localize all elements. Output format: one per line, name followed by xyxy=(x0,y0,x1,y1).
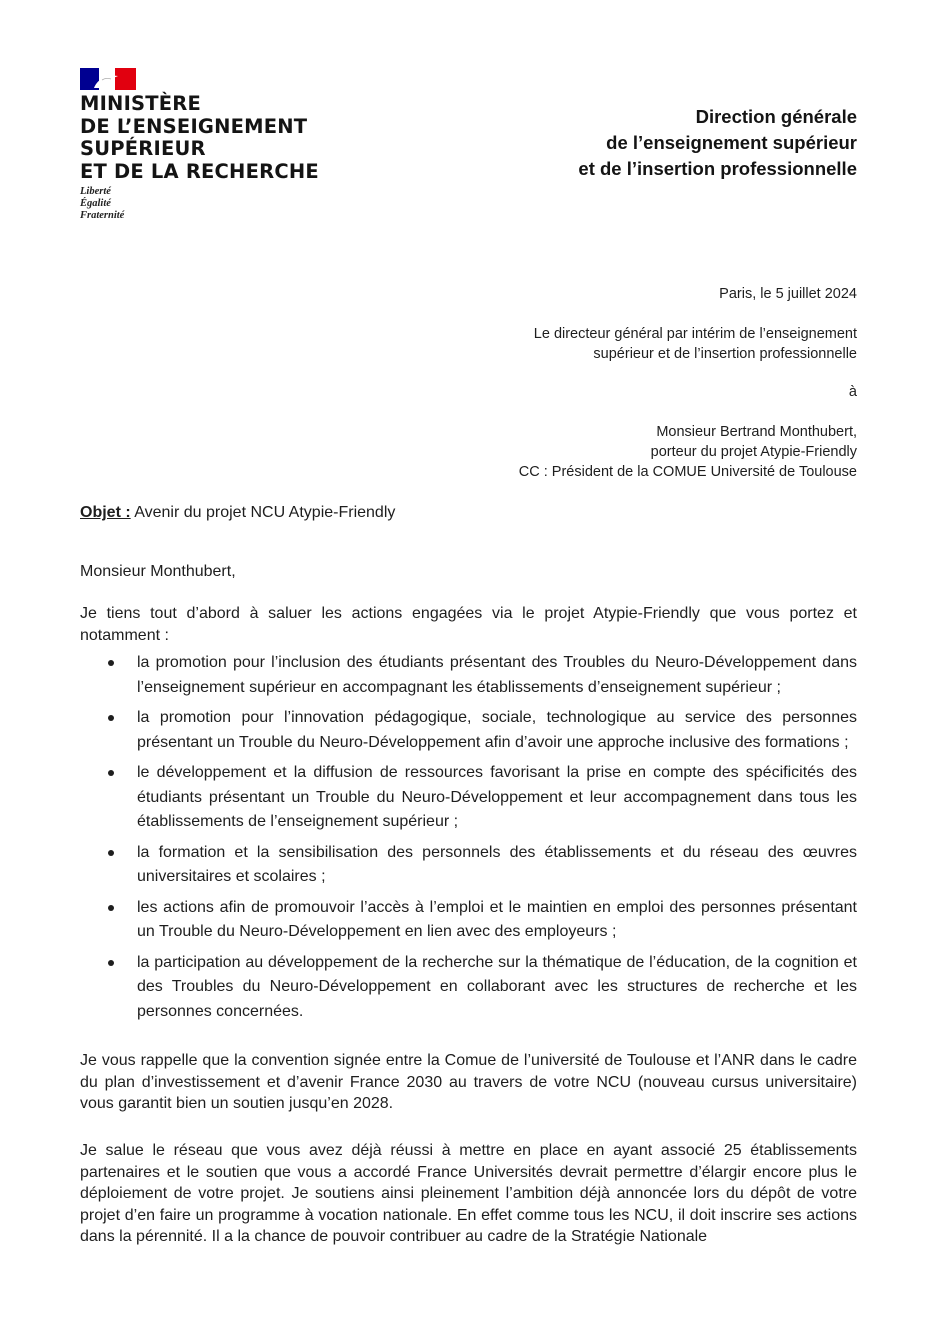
to-marker xyxy=(849,382,857,402)
bullet-icon xyxy=(108,850,114,856)
motto-line: Liberté xyxy=(80,186,111,197)
list-item-text: la promotion pour l’innovation pédagogique, sociale, technologique au service des personnes présentant un Trouble du Neuro-Développement afin d’avoir une approche inclusive des formations ; xyxy=(137,709,857,751)
direction-line: de l’enseignement supérieur xyxy=(606,132,857,153)
action-list xyxy=(80,651,857,1030)
bullet-icon xyxy=(108,960,114,966)
recipient-line: Monsieur Bertrand Monthubert, xyxy=(656,424,857,440)
sender-block xyxy=(534,324,857,364)
list-item-text: la participation au développement de la recherche sur la thématique de l’éducation, de la cognition et des Troubles du Neuro-Développement en collaborant avec les structures de recherche et les personnes concernées. xyxy=(137,953,857,1020)
recipient-block xyxy=(519,422,857,482)
republic-motto xyxy=(80,186,124,222)
ministry-name xyxy=(80,93,319,183)
object-text: Avenir du projet NCU Atypie-Friendly xyxy=(130,504,396,521)
bullet-icon xyxy=(108,660,114,666)
flag-red-band xyxy=(115,68,136,90)
list-item xyxy=(80,651,857,700)
list-item-text: les actions afin de promouvoir l’accès à l’emploi et le maintien en emploi des personnes présentant un Trouble du Neuro-Développement en lien avec des employeurs ; xyxy=(137,898,857,940)
motto-line: Fraternité xyxy=(80,210,125,221)
place-date xyxy=(719,284,857,304)
greeting: Monsieur Monthubert, xyxy=(80,563,236,580)
list-item xyxy=(80,951,857,1025)
list-item-text: la promotion pour l’inclusion des étudiants présentant des Troubles du Neuro-Développement dans l’enseignement supérieur en accompagnant les établissements d’enseignement supérieur ; xyxy=(137,654,857,696)
ministry-line: MINISTÈRE xyxy=(80,92,202,115)
intro-paragraph: Je tiens tout d’abord à saluer les actions engagées via le projet Atypie-Friendly que vous portez et notamment : xyxy=(80,605,857,644)
object-label: Objet : xyxy=(80,504,131,521)
bullet-icon xyxy=(108,770,114,776)
place-date-text: Paris, le 5 juillet 2024 xyxy=(719,286,857,302)
list-item xyxy=(80,706,857,755)
list-item xyxy=(80,896,857,945)
sender-line: Le directeur général par intérim de l’enseignement xyxy=(533,326,857,342)
paragraph-convention: Je vous rappelle que la convention signée entre la Comue de l’université de Toulouse et l’ANR dans le cadre du plan d’investissement et d’avenir France 2030 au travers de votre NCU (nouveau cursus universitaire) vous garantit bien un soutien jusqu’en 2028. xyxy=(80,1052,857,1112)
recipient-line: CC : Président de la COMUE Université de Toulouse xyxy=(518,464,857,480)
marianne-flag-logo xyxy=(80,68,136,90)
paragraph-network: Je salue le réseau que vous avez déjà réussi à mettre en place en ayant associé 25 établissements partenaires et le soutien que vous a accordé France Universités devrait permettre d’élargir encore plus le déploiement de votre projet. Je soutiens ainsi pleinement l’ambition déjà annoncée lors du dépôt de votre projet d’en faire un programme à vocation nationale. En effet comme tous les NCU, il doit inscrire ses actions dans la pérennité. Il a la chance de pouvoir contribuer au cadre de la Stratégie Nationale xyxy=(80,1142,857,1245)
list-item xyxy=(80,761,857,835)
list-item-text: la formation et la sensibilisation des personnels des établissements et du réseau des œuvres universitaires et scolaires ; xyxy=(137,843,857,885)
to-text: à xyxy=(848,384,857,400)
list-item-text: le développement et la diffusion de ressources favorisant la prise en compte des spécificités des étudiants présentant un Trouble du Neuro-Développement et leur accompagnement dans tous les établissements de l’enseignement supérieur ; xyxy=(137,764,857,830)
list-item xyxy=(80,841,857,890)
motto-line: Égalité xyxy=(80,198,111,209)
sender-line: supérieur et de l’insertion professionnelle xyxy=(593,346,857,362)
bullet-icon xyxy=(108,905,114,911)
direction-title xyxy=(578,104,857,182)
object-line xyxy=(80,502,395,524)
direction-line: Direction générale xyxy=(695,106,857,127)
ministry-line: ET DE LA RECHERCHE xyxy=(80,159,319,183)
ministry-line: SUPÉRIEUR xyxy=(80,137,206,160)
direction-line: et de l’insertion professionnelle xyxy=(578,158,857,179)
bullet-icon xyxy=(108,715,114,721)
recipient-line: porteur du projet Atypie-Friendly xyxy=(650,444,857,460)
ministry-line: DE L’ENSEIGNEMENT xyxy=(80,114,308,138)
